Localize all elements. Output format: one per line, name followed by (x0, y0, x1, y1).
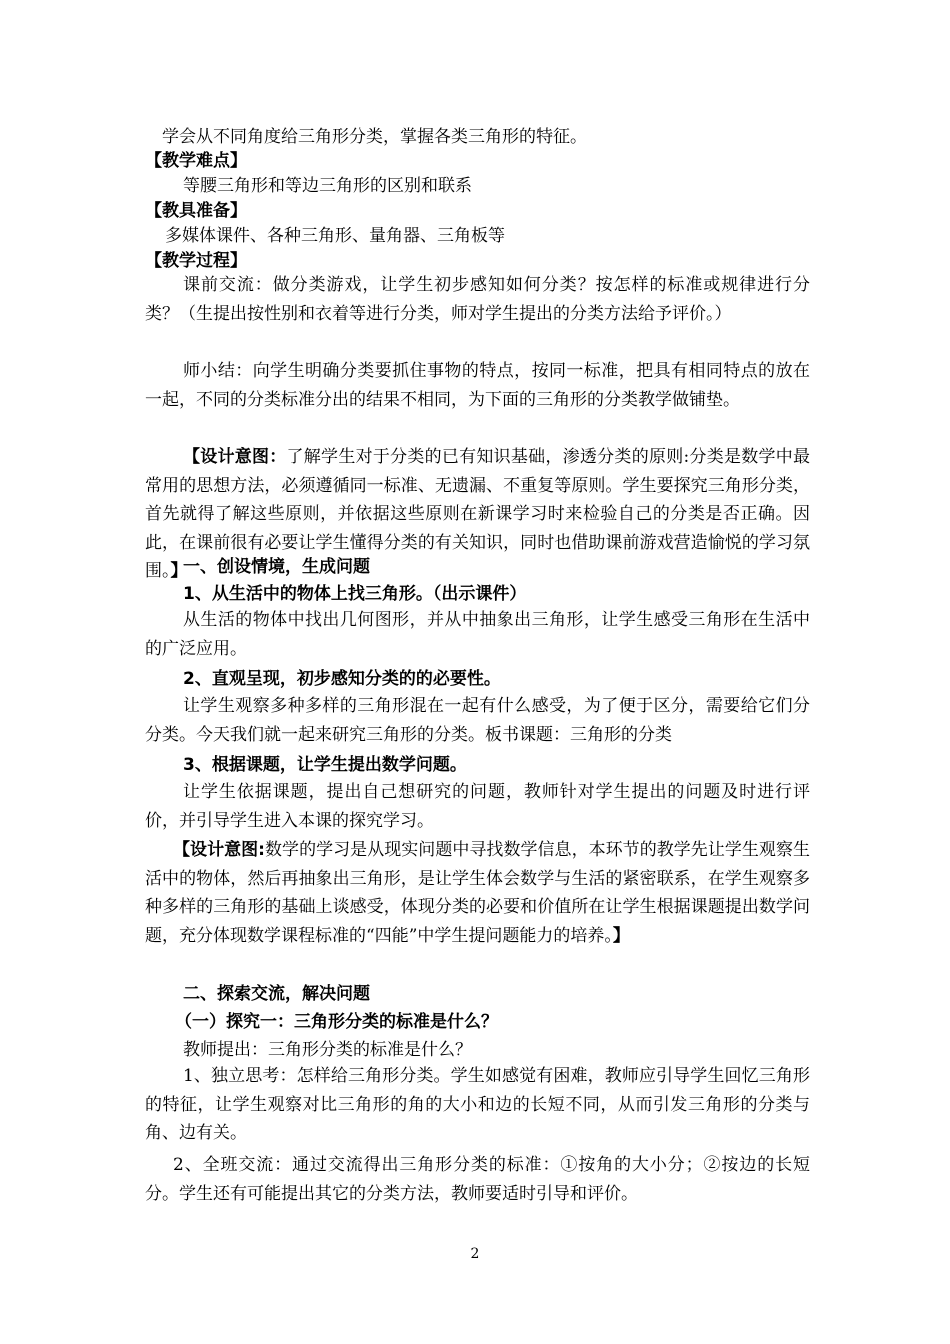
section-2-1-title: （一）探究一：三角形分类的标准是什么？ (175, 1012, 498, 1032)
section-2-1-question: 教师提出：三角形分类的标准是什么？ (183, 1040, 472, 1060)
heading-tools: 【教具准备】 (145, 201, 247, 221)
section-2-title: 二、探索交流，解决问题 (183, 984, 370, 1004)
class-discussion-paragraph: 2、全班交流：通过交流得出三角形分类的标准：①按角的大小分；②按边的长短分。学生还有可能提出其它的分类方法，教师要适时引导和评价。 (145, 1155, 810, 1204)
design-intent-label: 【设计意图： (183, 447, 287, 467)
design-intent-2-end: 】 (612, 925, 630, 946)
section-1-2-title: 2、直观呈现，初步感知分类的的必要性。 (183, 669, 501, 689)
design-intent-2 (145, 836, 810, 950)
section-1-title: 一、创设情境，生成问题 (183, 557, 370, 577)
design-intent-end: 】 (170, 561, 188, 581)
heading-process: 【教学过程】 (145, 251, 247, 271)
tools-text: 多媒体课件、各种三角形、量角器、三角板等 (165, 226, 505, 246)
section-1-3-title: 3、根据课题，让学生提出数学问题。 (183, 755, 467, 775)
section-1-2-text: 让学生观察多种多样的三角形混在一起有什么感受，为了便于区分，需要给它们分分类。今天我们就一起来研究三角形的分类。板书课题：三角形的分类 (145, 696, 810, 745)
design-intent-text: 了解学生对于分类的已有知识基础，渗透分类的原则:分类是数学中最常用的思想方法，必须遵循同一标准、无遗漏、不重复等原则。学生要探究三角形分类，首先就得了解这些原则，并依据这些原则在新课学习时来检验自己的分类是否正确。因此，在课前很有必要让学生懂得分类的有关知识，同时也借助课前游戏营造愉悦的学习氛围。 (145, 447, 810, 581)
objective-line: 学会从不同角度给三角形分类，掌握各类三角形的特征。 (162, 127, 587, 147)
summary-paragraph: 师小结：向学生明确分类要抓住事物的特点，按同一标准，把具有相同特点的放在一起，不同的分类标准分出的结果不相同，为下面的三角形的分类教学做铺垫。 (145, 361, 810, 410)
independent-thinking-paragraph: 1、独立思考：怎样给三角形分类。学生如感觉有困难，教师应引导学生回忆三角形的特征，让学生观察对比三角形的角的大小和边的长短不同，从而引发三角形的分类与角、边有关。 (145, 1066, 810, 1143)
section-1-3-text: 让学生依据课题，提出自己想研究的问题，教师针对学生提出的问题及时进行评价，并引导学生进入本课的探究学习。 (145, 782, 810, 831)
difficulty-text: 等腰三角形和等边三角形的区别和联系 (183, 176, 472, 196)
section-1-1-title: 1、从生活中的物体上找三角形。（出示课件） (183, 584, 527, 604)
design-intent-2-text: 数学的学习是从现实问题中寻找数学信息，本环节的教学先让学生观察生活中的物体，然后再抽象出三角形，是让学生体会数学与生活的紧密联系，在学生观察多种多样的三角形的基础上谈感受，体现分类的必要和价值所在让学生根据课题提出数学问题，充分体现数学课程标准的“四能”中学生提问题能力的培养。 (145, 840, 810, 946)
pre-class-paragraph: 课前交流：做分类游戏，让学生初步感知如何分类？按怎样的标准或规律进行分类？（生提出按性别和衣着等进行分类，师对学生提出的分类方法给予评价。） (145, 275, 810, 324)
section-1-1-text: 从生活的物体中找出几何图形，并从中抽象出三角形，让学生感受三角形在生活中的广泛应用。 (145, 610, 810, 659)
heading-difficulty: 【教学难点】 (145, 151, 247, 171)
page-number: 2 (470, 1246, 480, 1262)
design-intent-2-label: 【设计意图: (173, 840, 265, 860)
